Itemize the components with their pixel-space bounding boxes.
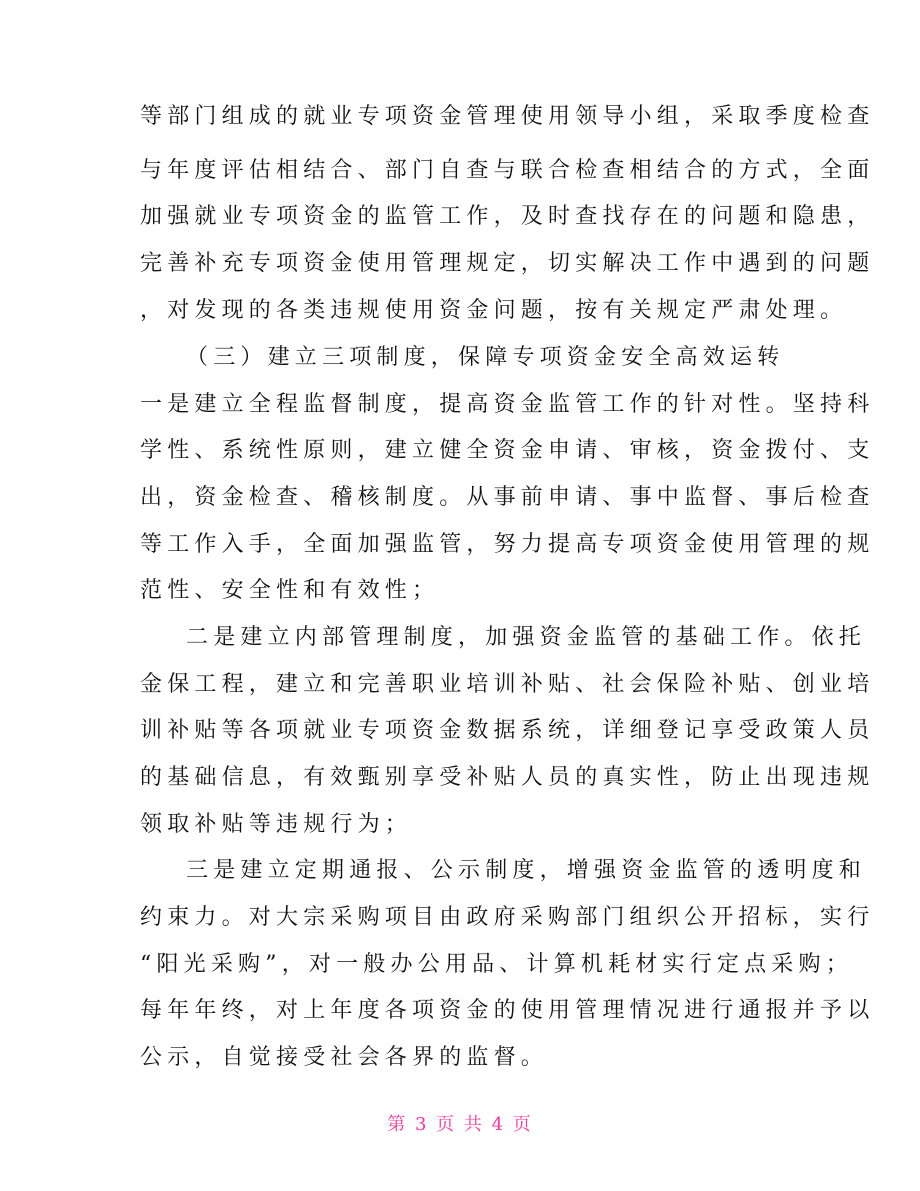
body-line: 等工作入手，全面加强监管，努力提高专项资金使用管理的规 — [140, 532, 875, 557]
body-line: 加强就业专项资金的监管工作，及时查找存在的问题和隐患， — [140, 204, 875, 229]
body-line: 与年度评估相结合、部门自查与联合检查相结合的方式，全面 — [140, 158, 875, 183]
body-line: 训补贴等各项就业专项资金数据系统，详细登记享受政策人员 — [140, 718, 875, 743]
body-line: 出，资金检查、稽核制度。从事前申请、事中监督、事后检查 — [140, 485, 875, 510]
body-line: 学性、系统性原则，建立健全资金申请、审核，资金拨付、支 — [140, 438, 875, 463]
body-line: 一是建立全程监督制度，提高资金监管工作的针对性。坚持科 — [140, 392, 875, 417]
paragraph-start-line: 三是建立定期通报、公示制度，增强资金监管的透明度和 — [186, 858, 867, 883]
section-heading: （三）建立三项制度，保障专项资金安全高效运转 — [186, 345, 785, 370]
body-line: 约束力。对大宗采购项目由政府采购部门组织公开招标，实行 — [140, 905, 875, 930]
body-line: 金保工程，建立和完善职业培训补贴、社会保险补贴、创业培 — [140, 672, 875, 697]
body-line: ，对发现的各类违规使用资金问题，按有关规定严肃处理。 — [140, 298, 848, 323]
body-line: 领取补贴等违规行为； — [140, 812, 413, 837]
body-line: 等部门组成的就业专项资金管理使用领导小组，采取季度检查 — [140, 104, 875, 129]
body-line: 范性、安全性和有效性； — [140, 578, 440, 603]
page-number-footer: 第 3 页 共 4 页 — [387, 1114, 533, 1135]
body-line: 完善补充专项资金使用管理规定，切实解决工作中遇到的问题 — [140, 251, 875, 276]
body-line: 公示，自觉接受社会各界的监督。 — [140, 1045, 549, 1070]
body-line: 每年年终，对上年度各项资金的使用管理情况进行通报并予以 — [140, 998, 875, 1023]
body-line: “阳光采购”，对一般办公用品、计算机耗材实行定点采购； — [140, 952, 853, 977]
body-line: 的基础信息，有效甄别享受补贴人员的真实性，防止出现违规 — [140, 765, 875, 790]
paragraph-start-line: 二是建立内部管理制度，加强资金监管的基础工作。依托 — [186, 625, 867, 650]
